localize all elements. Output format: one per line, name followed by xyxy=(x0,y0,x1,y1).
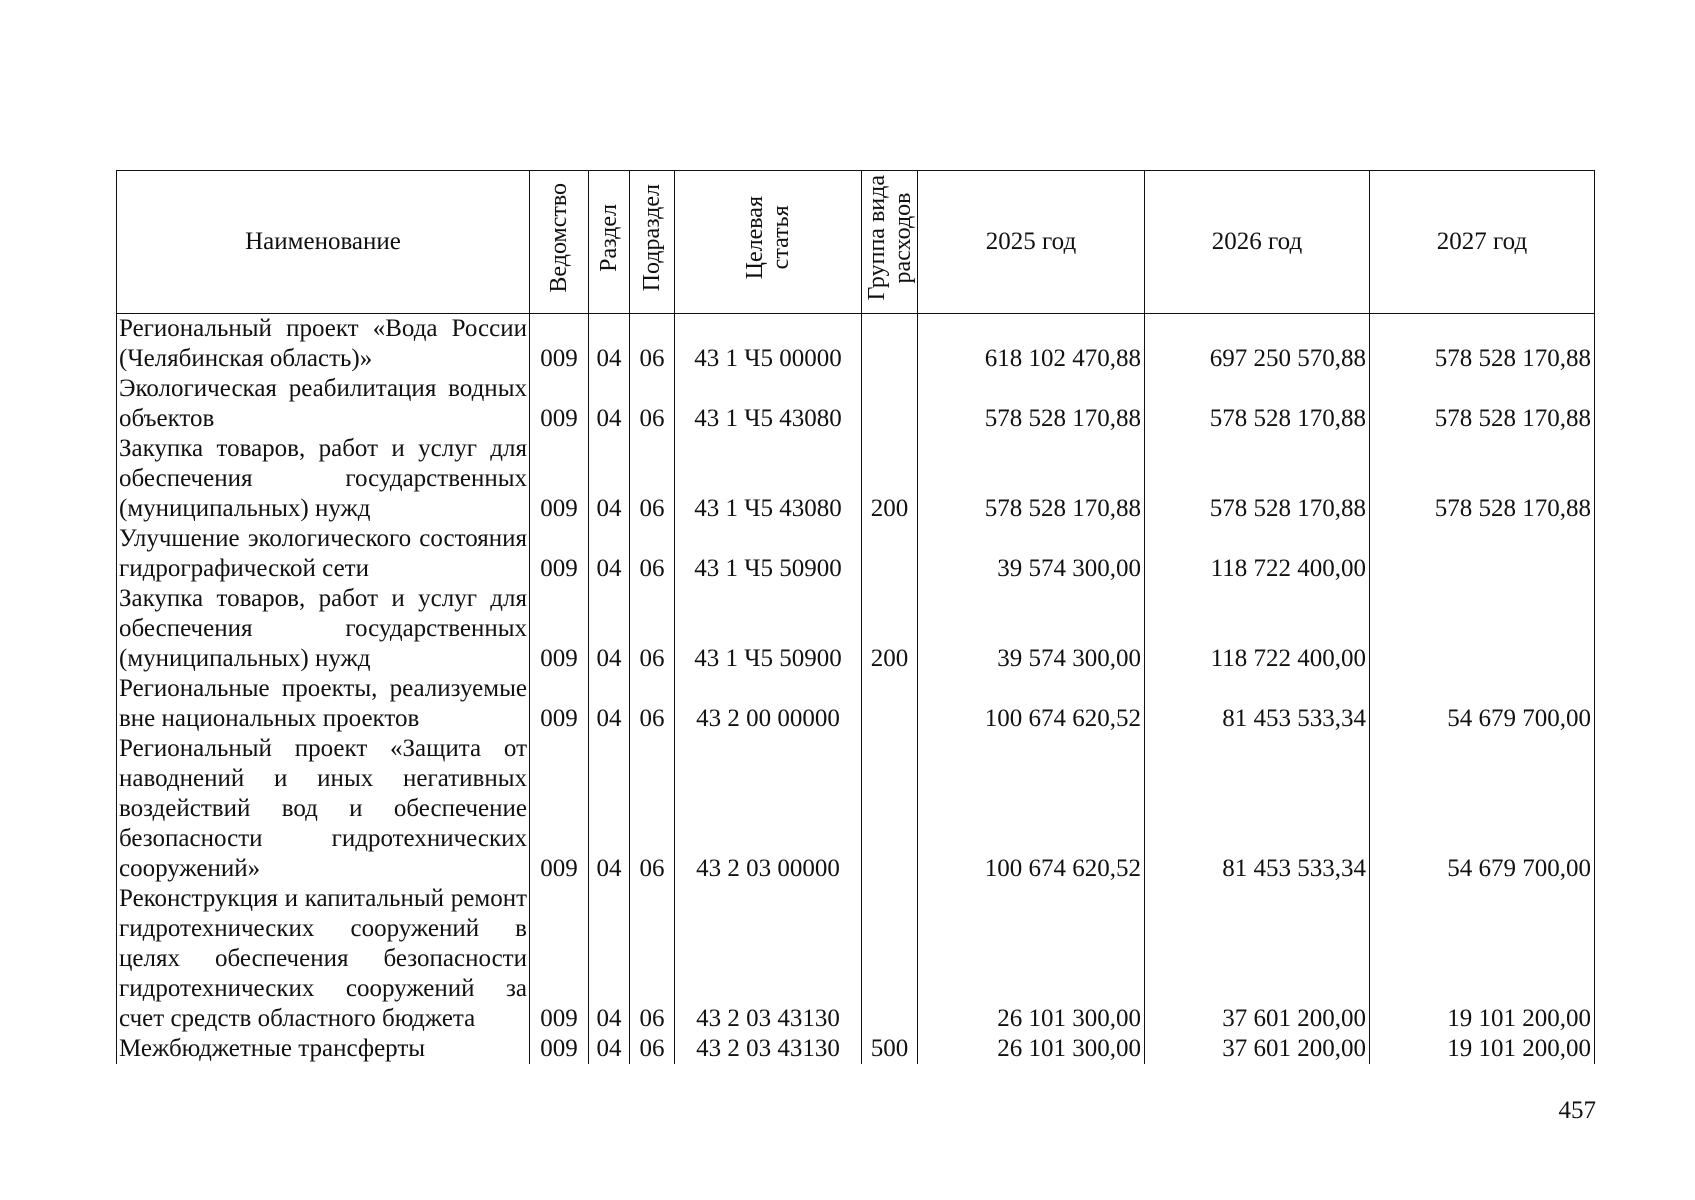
row-2025: 26 101 300,00 xyxy=(918,884,1145,1034)
row-celevaya: 43 1 Ч5 43080 xyxy=(675,374,862,434)
row-name: Региональный проект «Вода России (Челябинская область)» xyxy=(117,314,530,375)
table-row xyxy=(117,434,1595,524)
row-2026: 578 528 170,88 xyxy=(1145,434,1370,524)
row-2025: 39 574 300,00 xyxy=(918,524,1145,584)
row-razdel: 04 xyxy=(589,434,630,524)
row-razdel: 04 xyxy=(589,314,630,375)
row-2027: 19 101 200,00 xyxy=(1370,884,1595,1034)
row-2026: 118 722 400,00 xyxy=(1145,584,1370,674)
row-vedomstvo: 009 xyxy=(530,314,589,375)
header-celevaya: Целевая статья xyxy=(675,171,862,314)
row-razdel: 04 xyxy=(589,884,630,1034)
row-gruppa xyxy=(862,524,918,584)
row-2026: 81 453 533,34 xyxy=(1145,674,1370,734)
table-row xyxy=(117,884,1595,1034)
row-name: Экологическая реабилитация водных объектов xyxy=(117,374,530,434)
header-2026: 2026 год xyxy=(1145,171,1370,314)
row-2027: 54 679 700,00 xyxy=(1370,734,1595,884)
header-podrazdel: Подраздел xyxy=(630,171,675,314)
row-2025: 26 101 300,00 xyxy=(918,1034,1145,1064)
row-name: Закупка товаров, работ и услуг для обеспечения государственных (муниципальных) нужд xyxy=(117,434,530,524)
row-gruppa: 200 xyxy=(862,434,918,524)
row-2027: 19 101 200,00 xyxy=(1370,1034,1595,1064)
row-podrazdel: 06 xyxy=(630,884,675,1034)
row-podrazdel: 06 xyxy=(630,674,675,734)
header-gruppa: Группа вида расходов xyxy=(862,171,918,314)
table-row xyxy=(117,314,1595,375)
row-name: Закупка товаров, работ и услуг для обеспечения государственных (муниципальных) нужд xyxy=(117,584,530,674)
row-razdel: 04 xyxy=(589,524,630,584)
row-2025: 39 574 300,00 xyxy=(918,584,1145,674)
row-podrazdel: 06 xyxy=(630,734,675,884)
row-podrazdel: 06 xyxy=(630,524,675,584)
row-2026: 118 722 400,00 xyxy=(1145,524,1370,584)
row-razdel: 04 xyxy=(589,584,630,674)
header-razdel: Раздел xyxy=(589,171,630,314)
row-razdel: 04 xyxy=(589,374,630,434)
row-name: Региональные проекты, реализуемые вне национальных проектов xyxy=(117,674,530,734)
header-2025: 2025 год xyxy=(918,171,1145,314)
row-2027: 578 528 170,88 xyxy=(1370,434,1595,524)
row-celevaya: 43 1 Ч5 00000 xyxy=(675,314,862,375)
row-gruppa xyxy=(862,374,918,434)
table-body xyxy=(117,314,1595,1065)
row-podrazdel: 06 xyxy=(630,1034,675,1064)
table-row xyxy=(117,674,1595,734)
row-podrazdel: 06 xyxy=(630,584,675,674)
row-vedomstvo: 009 xyxy=(530,524,589,584)
budget-table xyxy=(116,170,1595,1064)
row-vedomstvo: 009 xyxy=(530,884,589,1034)
row-gruppa: 200 xyxy=(862,584,918,674)
row-celevaya: 43 2 03 43130 xyxy=(675,884,862,1034)
table-header xyxy=(117,171,1595,314)
row-celevaya: 43 1 Ч5 50900 xyxy=(675,524,862,584)
row-vedomstvo: 009 xyxy=(530,434,589,524)
row-vedomstvo: 009 xyxy=(530,1034,589,1064)
row-razdel: 04 xyxy=(589,674,630,734)
row-2025: 578 528 170,88 xyxy=(918,434,1145,524)
row-2025: 100 674 620,52 xyxy=(918,734,1145,884)
row-celevaya: 43 2 00 00000 xyxy=(675,674,862,734)
table-row xyxy=(117,374,1595,434)
row-vedomstvo: 009 xyxy=(530,734,589,884)
row-razdel: 04 xyxy=(589,734,630,884)
row-2027 xyxy=(1370,524,1595,584)
row-2027: 54 679 700,00 xyxy=(1370,674,1595,734)
row-name: Межбюджетные трансферты xyxy=(117,1034,530,1064)
row-gruppa xyxy=(862,734,918,884)
header-vedomstvo: Ведомство xyxy=(530,171,589,314)
header-2027: 2027 год xyxy=(1370,171,1595,314)
table-row xyxy=(117,734,1595,884)
table-row xyxy=(117,1034,1595,1064)
page-number: 457 xyxy=(1558,1097,1596,1124)
row-celevaya: 43 1 Ч5 43080 xyxy=(675,434,862,524)
row-podrazdel: 06 xyxy=(630,314,675,375)
row-2027 xyxy=(1370,584,1595,674)
row-2025: 618 102 470,88 xyxy=(918,314,1145,375)
row-2026: 37 601 200,00 xyxy=(1145,884,1370,1034)
row-2025: 578 528 170,88 xyxy=(918,374,1145,434)
row-vedomstvo: 009 xyxy=(530,674,589,734)
table-row xyxy=(117,524,1595,584)
row-2026: 697 250 570,88 xyxy=(1145,314,1370,375)
row-2027: 578 528 170,88 xyxy=(1370,314,1595,375)
row-vedomstvo: 009 xyxy=(530,584,589,674)
row-vedomstvo: 009 xyxy=(530,374,589,434)
row-2026: 37 601 200,00 xyxy=(1145,1034,1370,1064)
row-2027: 578 528 170,88 xyxy=(1370,374,1595,434)
row-razdel: 04 xyxy=(589,1034,630,1064)
row-celevaya: 43 2 03 43130 xyxy=(675,1034,862,1064)
row-name: Региональный проект «Защита от наводнений и иных негативных воздействий вод и обеспечение безопасности гидротехнических сооружений» xyxy=(117,734,530,884)
row-gruppa: 500 xyxy=(862,1034,918,1064)
row-podrazdel: 06 xyxy=(630,434,675,524)
row-podrazdel: 06 xyxy=(630,374,675,434)
row-gruppa xyxy=(862,884,918,1034)
row-2026: 81 453 533,34 xyxy=(1145,734,1370,884)
row-2025: 100 674 620,52 xyxy=(918,674,1145,734)
row-celevaya: 43 1 Ч5 50900 xyxy=(675,584,862,674)
row-celevaya: 43 2 03 00000 xyxy=(675,734,862,884)
row-name: Реконструкция и капитальный ремонт гидротехнических сооружений в целях обеспечения безопасности гидротехнических сооружений за счет средств областного бюджета xyxy=(117,884,530,1034)
row-gruppa xyxy=(862,674,918,734)
row-name: Улучшение экологического состояния гидрографической сети xyxy=(117,524,530,584)
row-2026: 578 528 170,88 xyxy=(1145,374,1370,434)
header-name: Наименование xyxy=(117,171,530,314)
row-gruppa xyxy=(862,314,918,375)
table-row xyxy=(117,584,1595,674)
